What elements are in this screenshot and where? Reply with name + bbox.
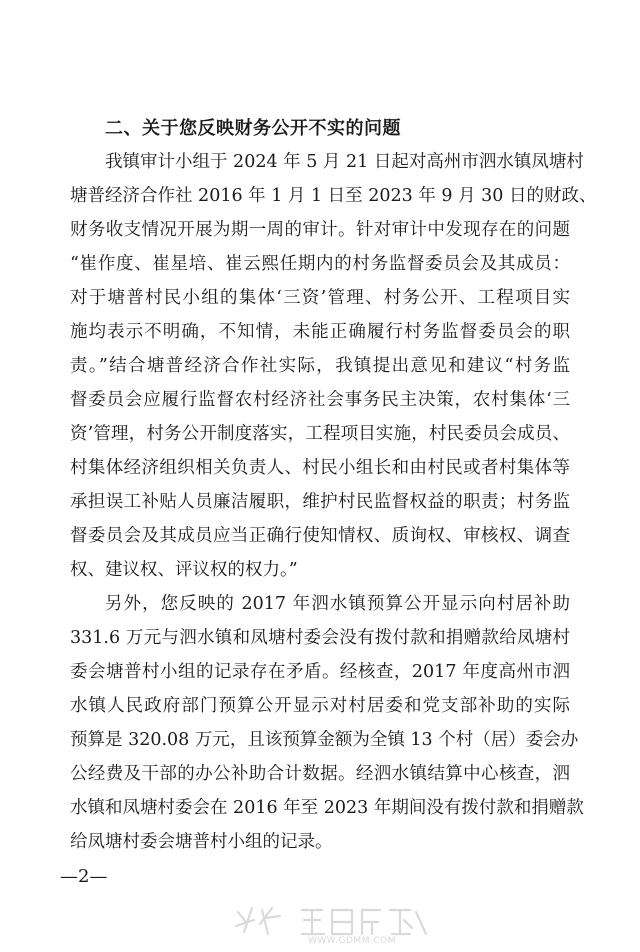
paragraph-1-line: 财务收支情况开展为期一周的审计。针对审计中发现存在的问题 — [70, 220, 570, 240]
paragraph-1-line: 督委员会应履行监督农村经济社会事务民主决策，农村集体‘三 — [70, 390, 570, 410]
paragraph-1-line: 施均表示不明确，不知情，未能正确履行村务监督委员会的职 — [70, 322, 570, 342]
paragraph-1-line: 责。”结合塘普经济合作社实际，我镇提出意见和建议“村务监 — [70, 356, 570, 376]
site-watermark — [232, 904, 428, 948]
paragraph-1-line: 塘普经济合作社 2016 年 1 月 1 日至 2023 年 9 月 30 日的财政、 — [70, 186, 597, 206]
paragraph-1-line: 承担误工补贴人员廉洁履职，维护村民监督权益的职责；村务监 — [70, 492, 570, 512]
paragraph-1-line: 资’管理，村务公开制度落实，工程项目实施，村民委员会成员、 — [70, 424, 570, 444]
paragraph-1-line: 我镇审计小组于 2024 年 5 月 21 日起对高州市泗水镇凤塘村 — [105, 152, 584, 172]
paragraph-1-line: 督委员会及其成员应当正确行使知情权、质询权、审核权、调查 — [70, 526, 570, 546]
paragraph-1-line: “崔作度、崔星培、崔云熙任期内的村务监督委员会及其成员： — [70, 254, 570, 274]
watermark-url: WWW.GDMM.COM — [308, 936, 396, 946]
paragraph-1-line: 权、建议权、评议权的权力。” — [70, 560, 298, 580]
watermark-logo-icon — [232, 904, 428, 938]
paragraph-2-line: 给凤塘村委会塘普村小组的记录。 — [70, 832, 333, 852]
paragraph-1-line: 村集体经济组织相关负责人、村民小组长和由村民或者村集体等 — [70, 458, 570, 478]
paragraph-2-line: 331.6 万元与泗水镇和凤塘村委会没有拨付款和捐赠款给凤塘村 — [70, 628, 570, 648]
paragraph-2-line: 委会塘普村小组的记录存在矛盾。经核查，2017 年度高州市泗 — [70, 662, 570, 682]
paragraph-1-line: 对于塘普村民小组的集体‘三资’管理、村务公开、工程项目实 — [70, 288, 570, 308]
paragraph-2-line: 水镇人民政府部门预算公开显示对村居委和党支部补助的实际 — [70, 696, 570, 716]
paragraph-2-line: 预算是 320.08 万元，且该预算金额为全镇 13 个村（居）委会办 — [70, 730, 579, 750]
section-heading: 二、关于您反映财务公开不实的问题 — [105, 118, 401, 139]
paragraph-2-line: 公经费及干部的办公补助合计数据。经泗水镇结算中心核查，泗 — [70, 764, 570, 784]
page-number: —2— — [60, 866, 108, 887]
paragraph-2-line: 水镇和凤塘村委会在 2016 年至 2023 年期间没有拨付款和捐赠款 — [70, 798, 584, 818]
paragraph-2-line: 另外，您反映的 2017 年泗水镇预算公开显示向村居补助 — [105, 594, 570, 614]
